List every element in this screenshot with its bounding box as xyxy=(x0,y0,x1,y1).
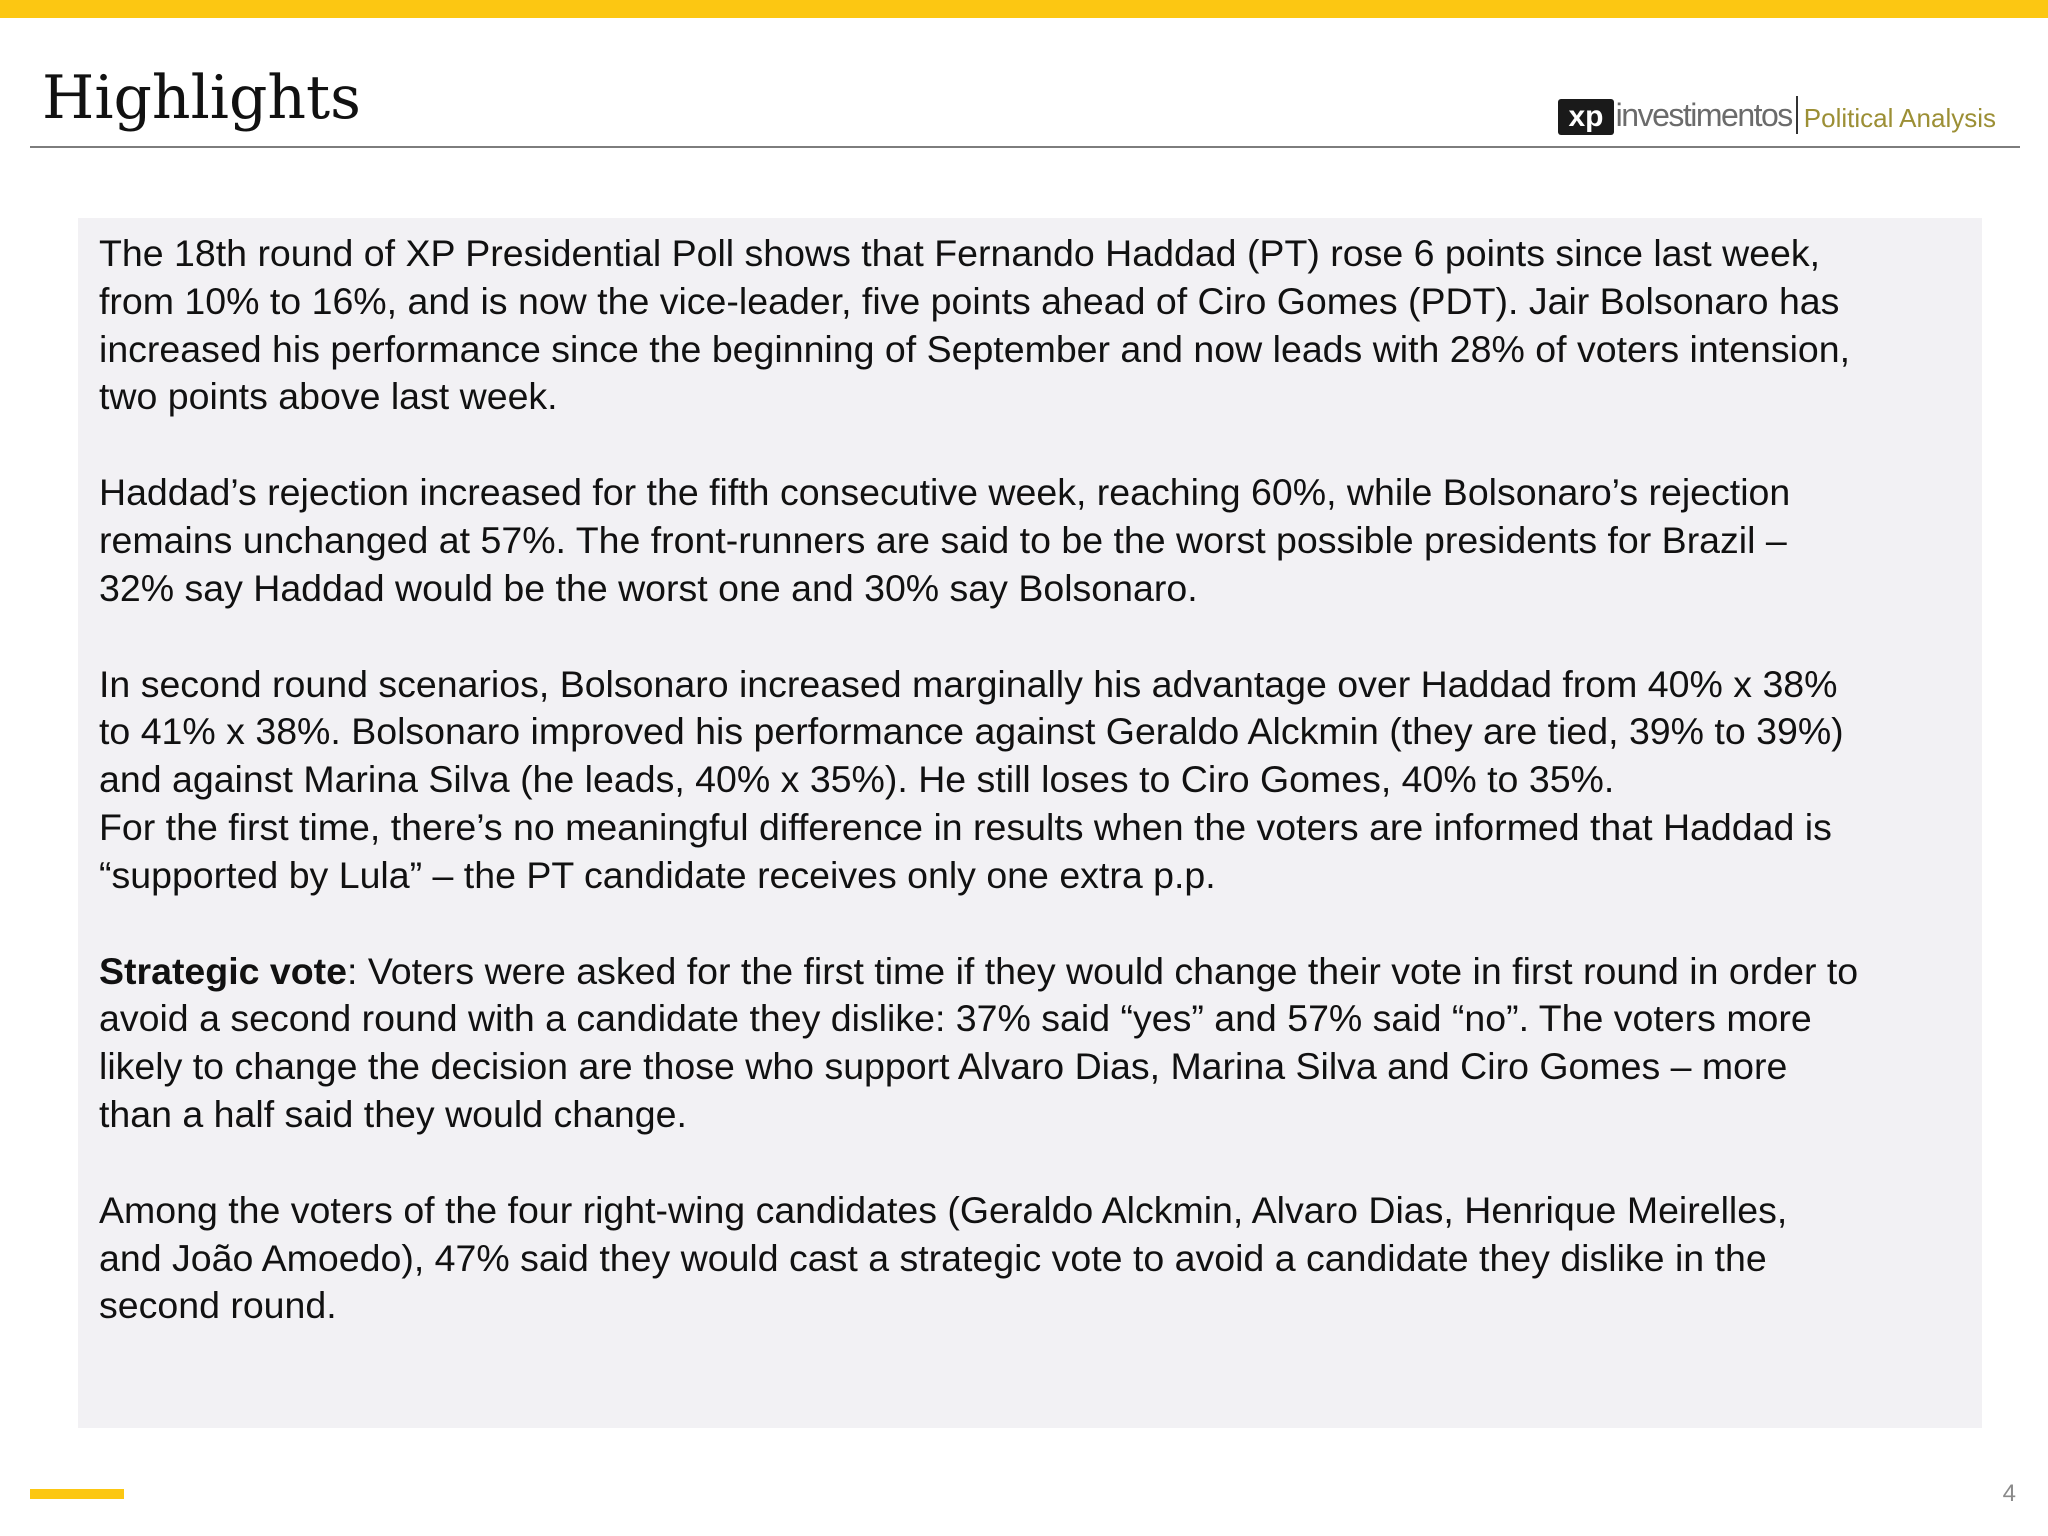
text-line xyxy=(99,948,1964,996)
logo-divider xyxy=(1796,96,1798,134)
text-line: For the first time, there’s no meaningful difference in results when the voters are informed that Haddad is xyxy=(99,805,1832,848)
paragraph-second-round xyxy=(99,661,1964,900)
header-divider xyxy=(30,146,2020,148)
text-line: “supported by Lula” – the PT candidate receives only one extra p.p. xyxy=(99,853,1216,896)
text-line: two points above last week. xyxy=(99,375,558,418)
text-line: second round. xyxy=(99,1284,337,1327)
text-line: likely to change the decision are those who support Alvaro Dias, Marina Silva and Ciro Gomes – more xyxy=(99,1045,1788,1088)
xp-logo-icon xyxy=(1558,93,1614,137)
logo-wordmark: investimentos xyxy=(1615,97,1792,133)
text-line: Haddad’s rejection increased for the fifth consecutive week, reaching 60%, while Bolsonaro’s rejection xyxy=(99,471,1791,514)
logo-mark-text: xp xyxy=(1568,100,1604,133)
footer-accent-bar xyxy=(30,1489,124,1499)
paragraph-rejection xyxy=(99,469,1964,612)
logo-tagline: Political Analysis xyxy=(1803,103,1996,133)
text-line: than a half said they would change. xyxy=(99,1092,687,1135)
strategic-vote-label: Strategic vote xyxy=(99,949,347,992)
page-number: 4 xyxy=(2002,1480,2016,1507)
page-title: Highlights xyxy=(42,63,361,133)
text-line: and against Marina Silva (he leads, 40% x 35%). He still loses to Ciro Gomes, 40% to 35%. xyxy=(99,758,1615,801)
text-line: In second round scenarios, Bolsonaro increased marginally his advantage over Haddad from 40% x 38% xyxy=(99,662,1838,705)
text-line: and João Amoedo), 47% said they would cast a strategic vote to avoid a candidate they dislike in the xyxy=(99,1236,1767,1279)
text-line: 32% say Haddad would be the worst one and 30% say Bolsonaro. xyxy=(99,566,1198,609)
text-line: remains unchanged at 57%. The front-runners are said to be the worst possible presidents for Brazil – xyxy=(99,518,1787,561)
text-line: avoid a second round with a candidate they dislike: 37% said “yes” and 57% said “no”. The voters more xyxy=(99,997,1812,1040)
paragraph-strategic-vote xyxy=(99,948,1964,1139)
text-line: increased his performance since the beginning of September and now leads with 28% of voters intension, xyxy=(99,327,1851,370)
xp-investimentos-logo xyxy=(1558,92,1996,138)
top-accent-bar xyxy=(0,0,2048,18)
text-line: from 10% to 16%, and is now the vice-leader, five points ahead of Ciro Gomes (PDT). Jair Bolsonaro has xyxy=(99,279,1840,322)
highlights-text-box xyxy=(78,218,1982,1428)
paragraph-right-wing-voters xyxy=(99,1187,1964,1330)
text-line: The 18th round of XP Presidential Poll shows that Fernando Haddad (PT) rose 6 points since last week, xyxy=(99,232,1821,274)
strategic-vote-lead-text: : Voters were asked for the first time if they would change their vote in first round in order to xyxy=(347,949,1859,992)
text-line: Among the voters of the four right-wing candidates (Geraldo Alckmin, Alvaro Dias, Henrique Meirelles, xyxy=(99,1188,1788,1231)
text-line: to 41% x 38%. Bolsonaro improved his performance against Geraldo Alckmin (they are tied, 39% to 39%) xyxy=(99,710,1844,753)
paragraph-poll-summary xyxy=(99,230,1964,421)
